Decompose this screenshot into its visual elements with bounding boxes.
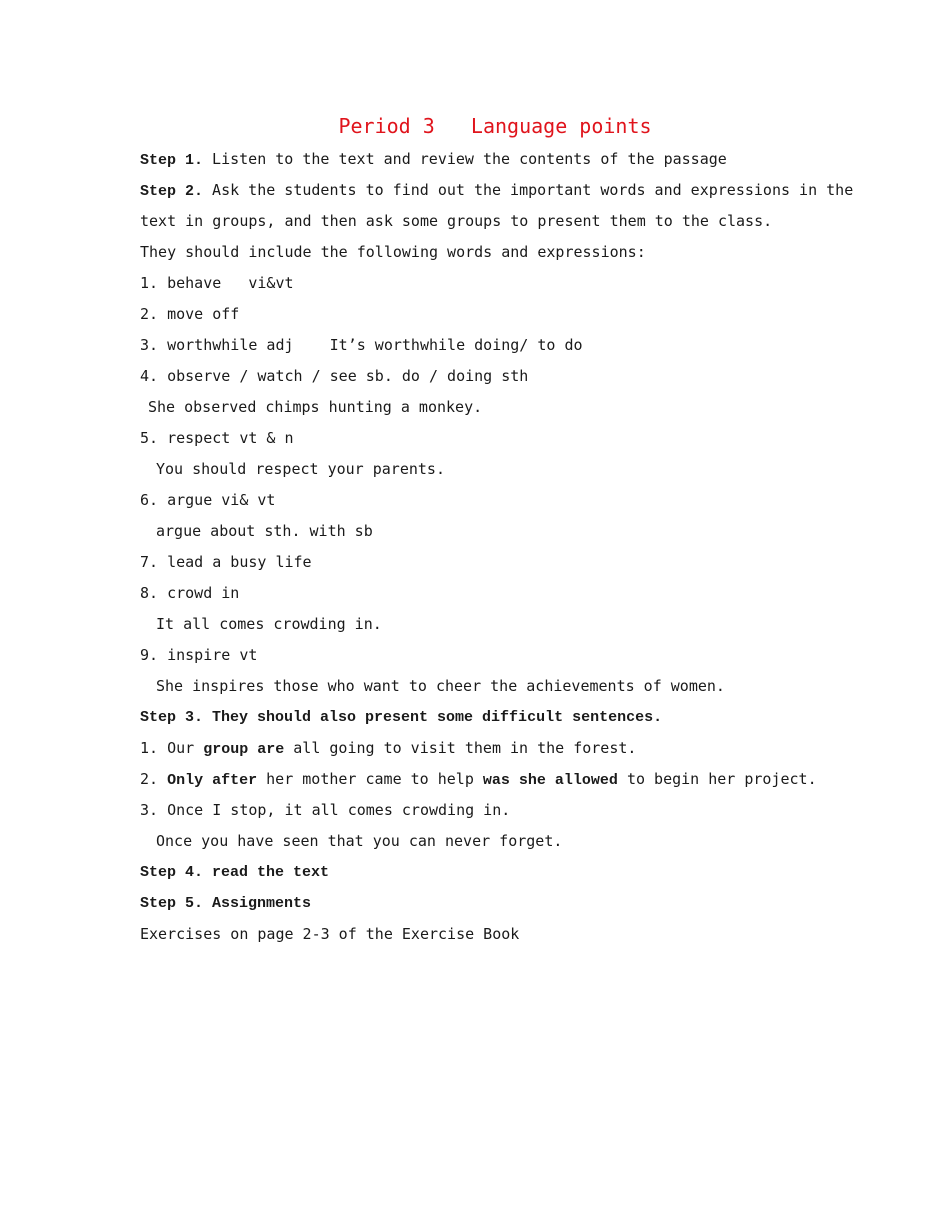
step1-line: [140, 144, 820, 175]
item-5-example: You should respect your parents.: [156, 460, 445, 478]
step2-label: Step 2.: [140, 183, 204, 200]
item-9-example: She inspires those who want to cheer the achievements of women.: [156, 677, 725, 695]
s2-bold-1: Only after: [167, 772, 258, 789]
step2-text-a: Ask the students to find out the important words and expressions in the: [203, 181, 854, 199]
s1-bold: group are: [203, 741, 285, 758]
item-3: 3. worthwhile adj It’s worthwhile doing/ to do: [140, 336, 583, 354]
s1-num: 1. Our: [140, 739, 204, 757]
step3-label: Step 3. They should also present some difficult sentences.: [140, 709, 663, 726]
item-1: 1. behave vi&vt: [140, 274, 294, 292]
item-8: 8. crowd in: [140, 584, 240, 602]
s2-mid: her mother came to help: [257, 770, 483, 788]
step1-label: Step 1.: [140, 152, 204, 169]
item-2: 2. move off: [140, 305, 240, 323]
step1-text: Listen to the text and review the contents of the passage: [203, 150, 727, 168]
item-5: 5. respect vt & n: [140, 429, 294, 447]
item-6-example: argue about sth. with sb: [156, 522, 373, 540]
step3-sentence-3-example: Once you have seen that you can never forget.: [156, 832, 563, 850]
item-6: 6. argue vi& vt: [140, 491, 276, 509]
step5-label: Step 5. Assignments: [140, 895, 312, 912]
step3-sentence-1: [140, 733, 820, 764]
step3-sentence-2: [140, 764, 820, 795]
document-page: [140, 108, 854, 950]
step2-text-b: text in groups, and then ask some groups to present them to the class.: [140, 212, 773, 230]
s2-bold-2: was she allowed: [482, 772, 618, 789]
item-8-example: It all comes crowding in.: [156, 615, 382, 633]
step2-line: [140, 175, 854, 206]
s2-num: 2.: [140, 770, 168, 788]
s1-rest: all going to visit them in the forest.: [284, 739, 637, 757]
item-9: 9. inspire vt: [140, 646, 258, 664]
step2-text-c: They should include the following words and expressions:: [140, 243, 646, 261]
item-7: 7. lead a busy life: [140, 553, 312, 571]
step5-text: Exercises on page 2-3 of the Exercise Book: [140, 925, 520, 943]
item-4-example: She observed chimps hunting a monkey.: [148, 398, 483, 416]
step4-label: Step 4. read the text: [140, 864, 330, 881]
page-title: Period 3 Language points: [338, 114, 652, 138]
s2-rest: to begin her project.: [617, 770, 817, 788]
step3-sentence-3: 3. Once I stop, it all comes crowding in.: [140, 801, 511, 819]
item-4: 4. observe / watch / see sb. do / doing sth: [140, 367, 529, 385]
